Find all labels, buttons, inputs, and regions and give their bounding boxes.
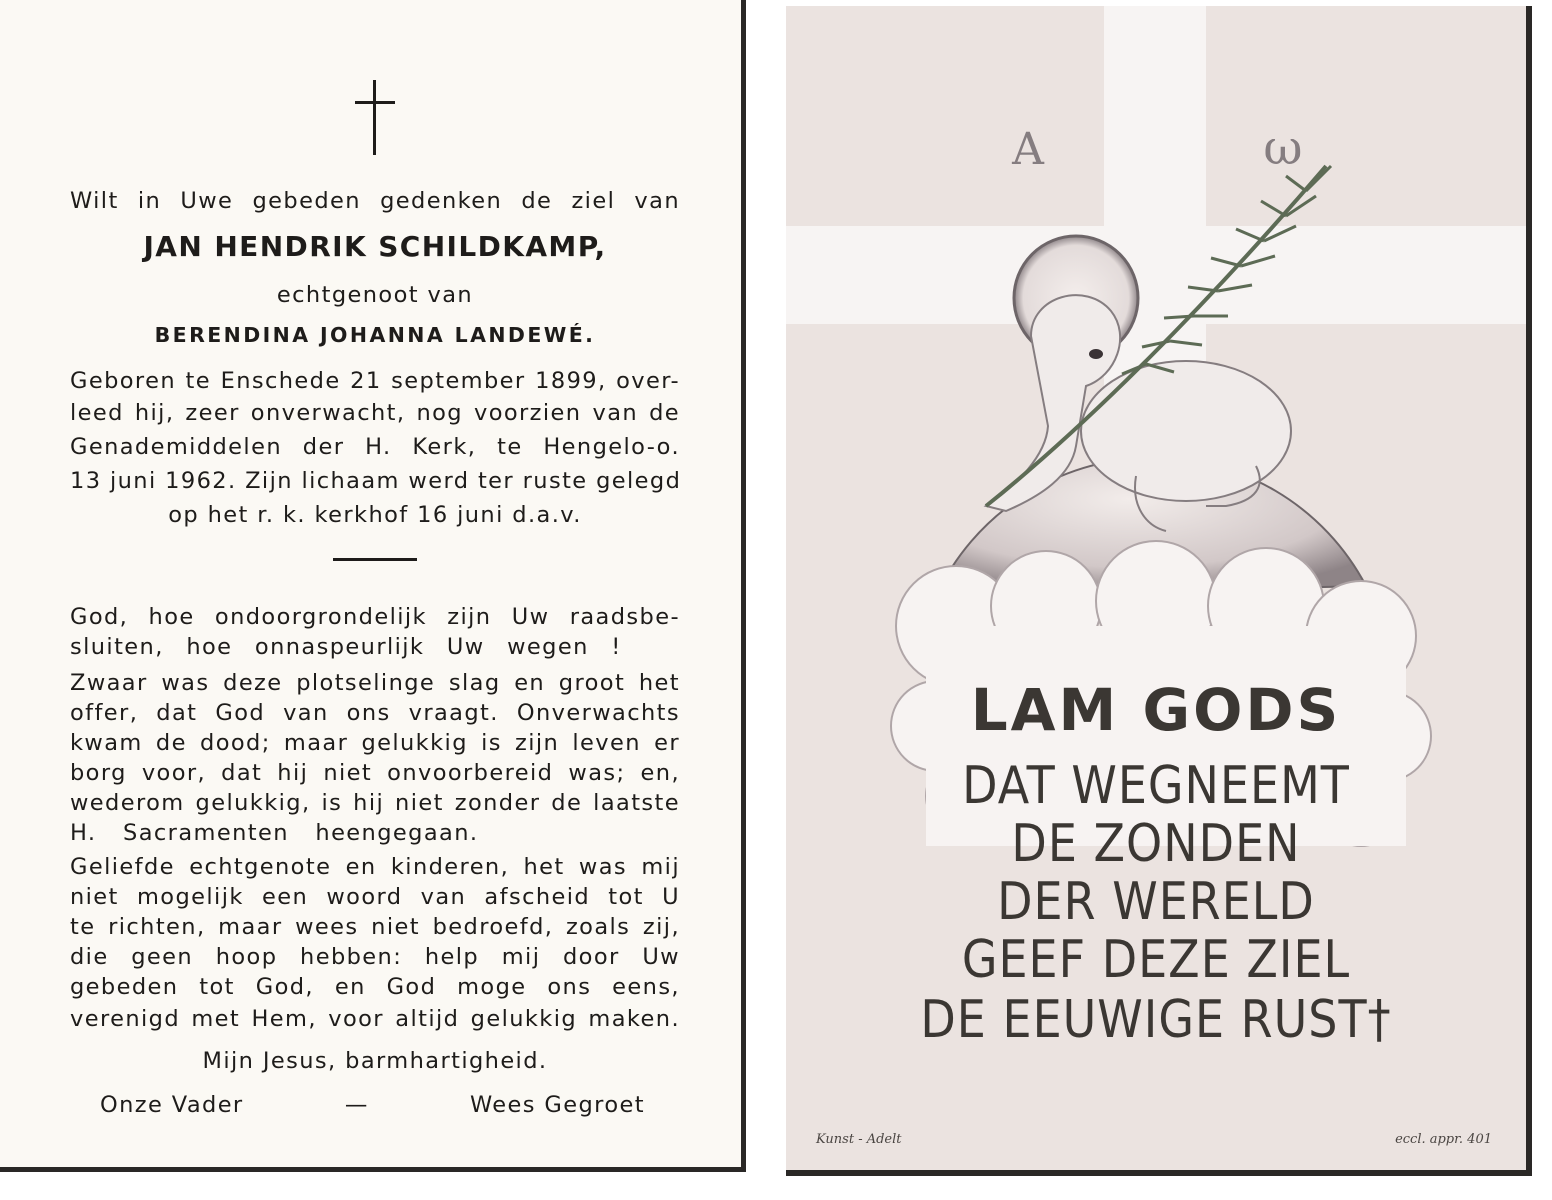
verse-line: DE EEUWIGE RUST† <box>920 988 1392 1050</box>
deceased-name: JAN HENDRIK SCHILDKAMP, <box>143 230 607 263</box>
text-line: gebeden tot God, en God moge ons eens, <box>70 974 680 1000</box>
text-line: niet mogelijk een woord van afscheid tot U <box>70 884 680 910</box>
alpha-symbol: A <box>1012 124 1044 175</box>
text-line: te richten, maar wees niet bedroefd, zoals zij, <box>70 914 680 940</box>
verse-line: GEEF DEZE ZIEL <box>961 928 1351 990</box>
intro-line: Wilt in Uwe gebeden gedenken de ziel van <box>70 188 680 214</box>
text-line: wederom gelukkig, is hij niet zonder de laatste <box>70 790 680 816</box>
cross-horizontal <box>786 226 1526 324</box>
omega-symbol: ω <box>1263 120 1303 176</box>
divider <box>333 558 417 561</box>
verse-line: DAT WEGNEEMT <box>962 754 1350 816</box>
prayer-onze-vader: Onze Vader <box>100 1092 244 1118</box>
bio-line: op het r. k. kerkhof 16 juni d.a.v. <box>168 502 582 528</box>
text-line: God, hoe ondoorgrondelijk zijn Uw raadsbe- <box>70 604 680 630</box>
text-line: H. Sacramenten heengegaan. <box>70 820 479 846</box>
spouse-label: echtgenoot van <box>276 282 474 308</box>
text-line: kwam de dood; maar gelukkig is zijn leven er <box>70 730 680 756</box>
text-line: sluiten, hoe onnaspeurlijk Uw wegen ! <box>70 634 622 660</box>
text-line: verenigd met Hem, voor altijd gelukkig maken. <box>70 1006 680 1032</box>
card-title: LAM GODS <box>970 676 1342 744</box>
spouse-name: BERENDINA JOHANNA LANDEWÉ. <box>154 323 596 347</box>
bio-line: Genademiddelen der H. Kerk, te Hengelo-o. <box>70 434 680 460</box>
invocation: Mijn Jesus, barmhartigheid. <box>202 1048 548 1074</box>
text-line: die geen hoop hebben: help mij door Uw <box>70 944 680 970</box>
memorial-text-card <box>0 0 746 1172</box>
prayer-separator: — <box>344 1092 369 1118</box>
cross-icon <box>355 80 395 158</box>
text-line: offer, dat God van ons vraagt. Onverwachts <box>70 700 680 726</box>
bio-line: 13 juni 1962. Zijn lichaam werd ter ruste gelegd <box>70 468 682 494</box>
lamb-of-god-card <box>786 6 1532 1176</box>
verse-line: DER WERELD <box>997 870 1315 932</box>
prayer-row <box>100 1092 645 1118</box>
verse-line: DE ZONDEN <box>1011 812 1301 874</box>
prayer-wees-gegroet: Wees Gegroet <box>469 1092 645 1118</box>
text-line: Zwaar was deze plotselinge slag en groot het <box>70 670 680 696</box>
text-line: Geliefde echtgenote en kinderen, het was mij <box>70 854 680 880</box>
bio-line: Geboren te Enschede 21 september 1899, over- <box>70 368 680 394</box>
approval-note: eccl. appr. 401 <box>1395 1132 1492 1147</box>
lamb-eye <box>1089 349 1103 359</box>
text-line: borg voor, dat hij niet onvoorbereid was; en, <box>70 760 680 786</box>
bio-line: leed hij, zeer onverwacht, nog voorzien van de <box>70 400 680 426</box>
publisher-credit: Kunst - Adelt <box>816 1132 902 1147</box>
